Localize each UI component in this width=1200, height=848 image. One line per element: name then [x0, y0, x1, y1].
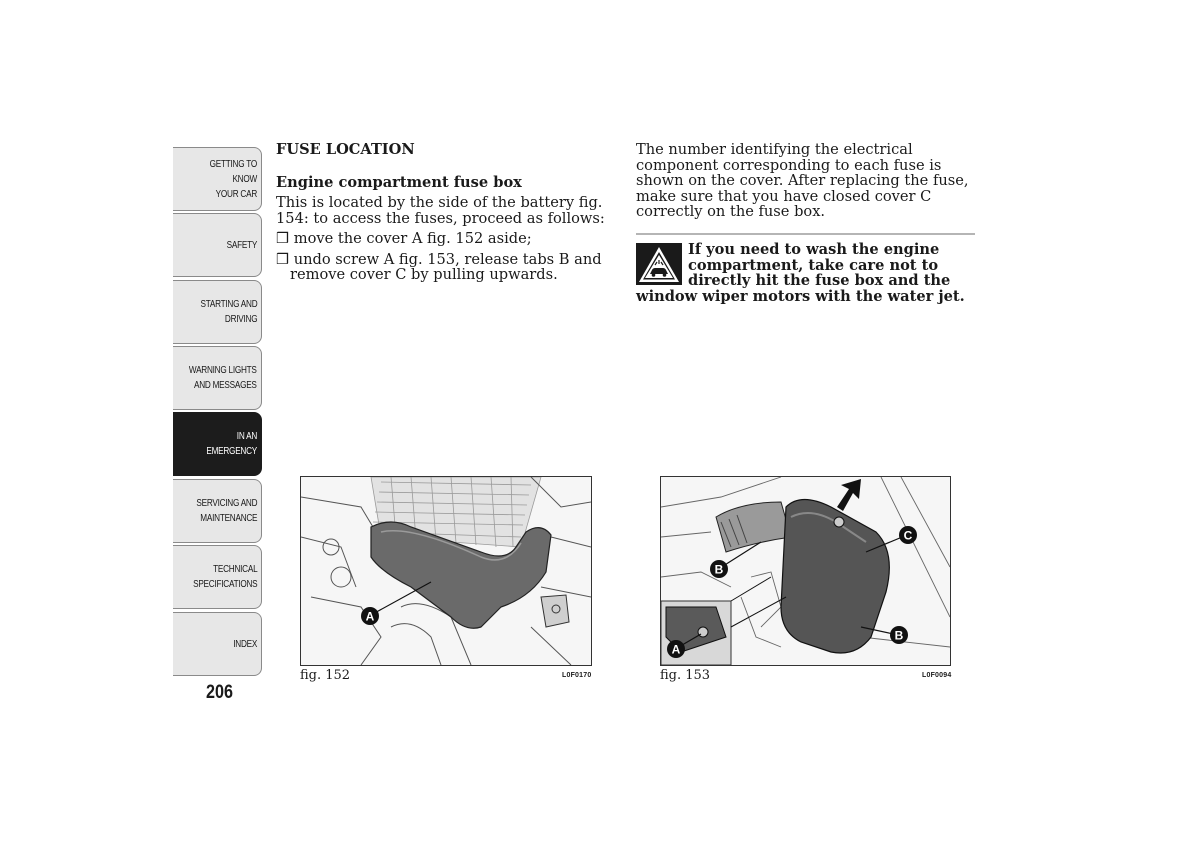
svg-text:B: B: [894, 628, 904, 643]
tab-in-an-emergency[interactable]: IN AN EMERGENCY: [173, 412, 262, 476]
list-item: ❒ move the cover A fig. 152 aside;: [276, 230, 532, 247]
svg-text:A: A: [671, 642, 681, 657]
figure-153: [660, 476, 951, 666]
tab-starting-and-driving[interactable]: STARTING AND DRIVING: [173, 280, 262, 344]
tab-safety[interactable]: SAFETY: [173, 213, 262, 277]
figure-code: L0F0094: [922, 672, 952, 679]
body-paragraph: The number identifying the electrical component corresponding to each fuse is shown on the cover. After replacing the fuse, make sure that you have closed cover C correctly on the fuse box.: [636, 141, 969, 220]
intro-paragraph: This is located by the side of the battery fig. 154: to access the fuses, proceed as follows:: [276, 194, 605, 227]
section-subheading: Engine compartment fuse box: [276, 173, 522, 191]
figure-code: L0F0170: [562, 672, 592, 679]
tab-warning-lights[interactable]: WARNING LIGHTS AND MESSAGES: [173, 346, 262, 410]
page-number: 206: [206, 682, 233, 703]
tab-servicing-and-maintenance[interactable]: SERVICING AND MAINTENANCE: [173, 479, 262, 543]
divider: [636, 233, 975, 235]
engine-cover-illustration: [301, 477, 591, 665]
tab-getting-to-know-your-car[interactable]: GETTING TO KNOW YOUR CAR: [173, 147, 262, 211]
figure-caption: fig. 152: [300, 668, 351, 683]
figure-caption: fig. 153: [660, 668, 711, 683]
figure-152: [300, 476, 592, 666]
section-heading: FUSE LOCATION: [276, 141, 415, 158]
svg-text:C: C: [903, 528, 913, 543]
tab-technical-specifications[interactable]: TECHNICAL SPECIFICATIONS: [173, 545, 262, 609]
svg-text:A: A: [365, 609, 375, 624]
left-column: [276, 142, 606, 283]
svg-text:B: B: [714, 562, 724, 577]
fuse-box-illustration: [661, 477, 950, 665]
tab-index[interactable]: INDEX: [173, 612, 262, 676]
warning-triangle-car-icon: [636, 243, 682, 285]
warning-note: If you need to wash the engine compartment, take care not to directly hit the fuse box and the window wiper motors with the water jet.: [636, 241, 965, 305]
right-column: [636, 142, 976, 220]
list-item: ❒ undo screw A fig. 153, release tabs B and remove cover C by pulling upwards.: [276, 250, 602, 283]
